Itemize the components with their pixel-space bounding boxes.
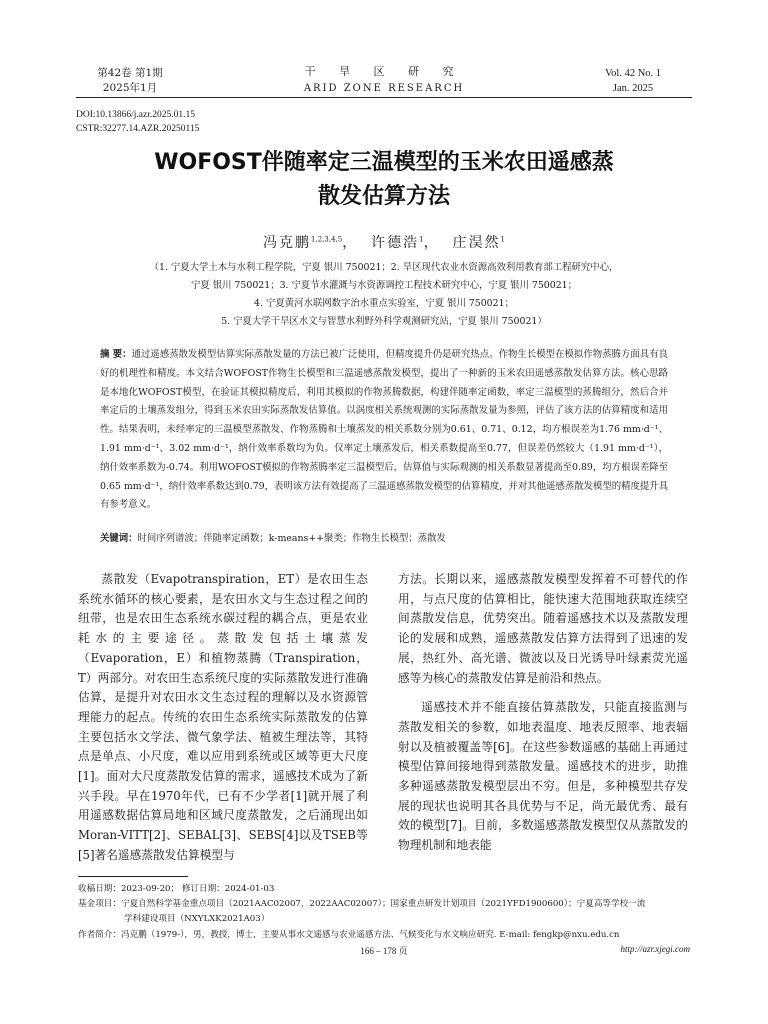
journal-name-en: ARID ZONE RESEARCH — [303, 83, 465, 94]
body-column-right — [398, 570, 688, 856]
author-bio: 作者简介：冯克鹏（1979-），男，教授，博士，主要从事水文遥感与农业遥感方法、气候变化与水文响应研究. E-mail: fengkp@nxu.edu.cn — [78, 929, 620, 940]
author-affiliation-mark: 1 — [419, 235, 424, 244]
author-name: 许德浩 — [371, 235, 420, 251]
body-column-left — [78, 570, 368, 866]
date-cn: 2025年1月 — [102, 82, 158, 94]
fund-info-continued: 学科建设项目（NXYLXK2021A03） — [124, 914, 270, 925]
journal-name-cn: 干 旱 区 研 究 — [304, 65, 464, 78]
journal-volume-issue-en — [578, 66, 688, 96]
received-dates: 收稿日期：2023-09-20； 修订日期：2024-01-03 — [78, 884, 275, 894]
body-paragraph: 遥感技术并不能直接估算蒸散发，只能直接监测与蒸散发相关的参数，如地表温度、地表反照率、地表辐射以及植被覆盖等[6]。在这些参数遥感的基础上再通过模型估算间接地得到蒸散发量。遥感技术的进步，助推多种遥感蒸散发模型层出不穷。但是，多种模型共存发展的现状也说明其各具优势与不足，尚无最优秀、最有效的模型[7]。目前，多数遥感蒸散发模型仅从蒸散发的物理机制和地表能 — [398, 700, 688, 853]
keywords — [100, 531, 668, 547]
affiliation-line: （1. 宁夏大学土木与水利工程学院，宁夏 银川 750021；2. 旱区现代农业水资源高效利用教育部工程研究中心， — [149, 262, 619, 273]
author-name: 庄淏然 — [452, 235, 501, 251]
journal-url[interactable]: http://azr.xjegi.com — [620, 944, 690, 954]
volume-issue-cn: 第42卷 第1期 — [97, 67, 163, 79]
footnotes — [78, 882, 690, 943]
affiliation-line: 4. 宁夏黄河水联网数字治水重点实验室，宁夏 银川 750021； — [254, 298, 514, 309]
body-paragraph: 方法。长期以来，遥感蒸散发模型发挥着不可替代的作用，与点尺度的估算相比，能快速大范围地获取连续空间蒸散发信息，优势突出。随着遥感技术以及蒸散发理论的发展和成熟，遥感蒸散发估算方法得到了迅速的发展，热红外、高光谱、微波以及日光诱导叶绿素荧光遥感等为核心的蒸散发估算是前沿和热点。 — [398, 572, 688, 685]
page-range: 166 – 178 页 — [360, 946, 408, 956]
affiliation-line: 5. 宁夏大学干旱区水文与智慧水利野外科学观测研究站，宁夏 银川 750021） — [221, 316, 547, 327]
author-affiliation-mark: 1 — [500, 235, 505, 244]
author-affiliation-mark: 1,2,3,4,5 — [311, 235, 343, 244]
footnote-rule — [78, 876, 188, 877]
author-name: 冯克鹏 — [263, 235, 312, 251]
keywords-text: 时间序列谱波；伴随率定函数；k-means++聚类；作物生长模型；蒸散发 — [137, 533, 446, 544]
header-rule — [76, 97, 692, 98]
author-list: 冯克鹏$^{1,2,3,4,5}$， 许德浩$^1$， 庄淏然$^1$ — [263, 235, 505, 251]
volume-issue-en: Vol. 42 No. 1 — [604, 68, 662, 79]
abstract-text: 通过遥感蒸散发模型估算实际蒸散发量的方法已被广泛使用，但精度提升仍是研究热点。作物生长模型在模拟作物蒸腾方面具有良好的机理性和精度。本文结合WOFOST作物生长模型和三温遥感蒸散发模型，提出了一种新的玉米农田遥感蒸散发估算方法。核心思路是本地化WOFOST模型，在验证其模拟精度后，利用其模拟的作物蒸腾数据，构建伴随率定函数，率定三温模型的蒸腾组分，然后合并率定后的土壤蒸发组分，得到玉米农田实际蒸散发估算值。以涡度相关系统观测的实际蒸散发量为参照，评估了该方法的估算精度和适用性。结果表明，未经率定的三温模型蒸散发、作物蒸腾和土壤蒸发的相关系数分别为0.61、0.71、0.12，均方根误差为1.76 mm·d⁻¹、1.91 mm·d⁻¹、3.02 mm·d⁻¹，纳什效率系数均为负。仅率定土壤蒸发后，相关系数提高至0.77，但误差仍然较大（1.91 mm·d⁻¹），纳什效率系数为-0.74。利用WOFOST模拟的作物蒸腾率定三温模型后，估算值与实际观测的相关系数显著提高至0.89，均方根误差降至0.65 mm·d⁻¹，纳什效率系数达到0.79，表明该方法有效提高了三温遥感蒸散发模型的估算精度，并对其他遥感蒸散发模型的精度提升具有参考意义。 — [100, 349, 668, 511]
journal-volume-issue — [80, 66, 180, 96]
fund-info: 基金项目：宁夏自然科学基金重点项目（2021AAC02007，2022AAC02007）；国家重点研发计划项目（2021YFD1900600）；宁夏高等学校一流 — [78, 899, 646, 910]
keywords-label: 关键词： — [100, 533, 138, 544]
abstract — [100, 346, 668, 515]
journal-name — [264, 64, 504, 96]
affiliations — [100, 259, 668, 331]
cstr: CSTR:32277.14.AZR.20250115 — [76, 124, 200, 134]
body-paragraph: 蒸散发（Evapotranspiration，ET）是农田生态系统水循环的核心要素，是农田水文与生态过程之间的纽带，也是农田生态系统水碳过程的耦合点，更是农业耗水的主要途径。蒸散发包括土壤蒸发（Evaporation，E）和植物蒸腾（Transpiration，T）两部分。对农田生态系统尺度的实际蒸散发进行准确估算，是提升对农田水文生态过程的理解以及水资源管理能力的起点。传统的农田生态系统实际蒸散发的估算主要包括水文学法、微气象学法、植被生理法等，其特点是单点、小尺度，难以应用到系统或区域等更大尺度[1]。面对大尺度蒸散发估算的需求，遥感技术成为了新兴手段。早在1970年代，已有不少学者[1]就开展了利用遥感数据估算局地和区域尺度蒸散发，之后涌现出如Moran-VITT[2]、SEBAL[3]、SEBS[4]以及TSEB等[5]著名遥感蒸散发估算模型与 — [78, 572, 368, 862]
affiliation-line: 宁夏 银川 750021；3. 宁夏节水灌溉与水资源调控工程技术研究中心，宁夏 银川 750021； — [190, 280, 578, 291]
date-en: Jan. 2025 — [612, 83, 654, 94]
abstract-label: 摘 要： — [100, 349, 132, 360]
article-title — [76, 146, 692, 214]
doi: DOI:10.13866/j.azr.2025.01.15 — [76, 110, 196, 120]
title-line-2: 散发估算方法 — [317, 184, 450, 209]
title-line-1: WOFOST伴随率定三温模型的玉米农田遥感蒸 — [154, 150, 614, 175]
